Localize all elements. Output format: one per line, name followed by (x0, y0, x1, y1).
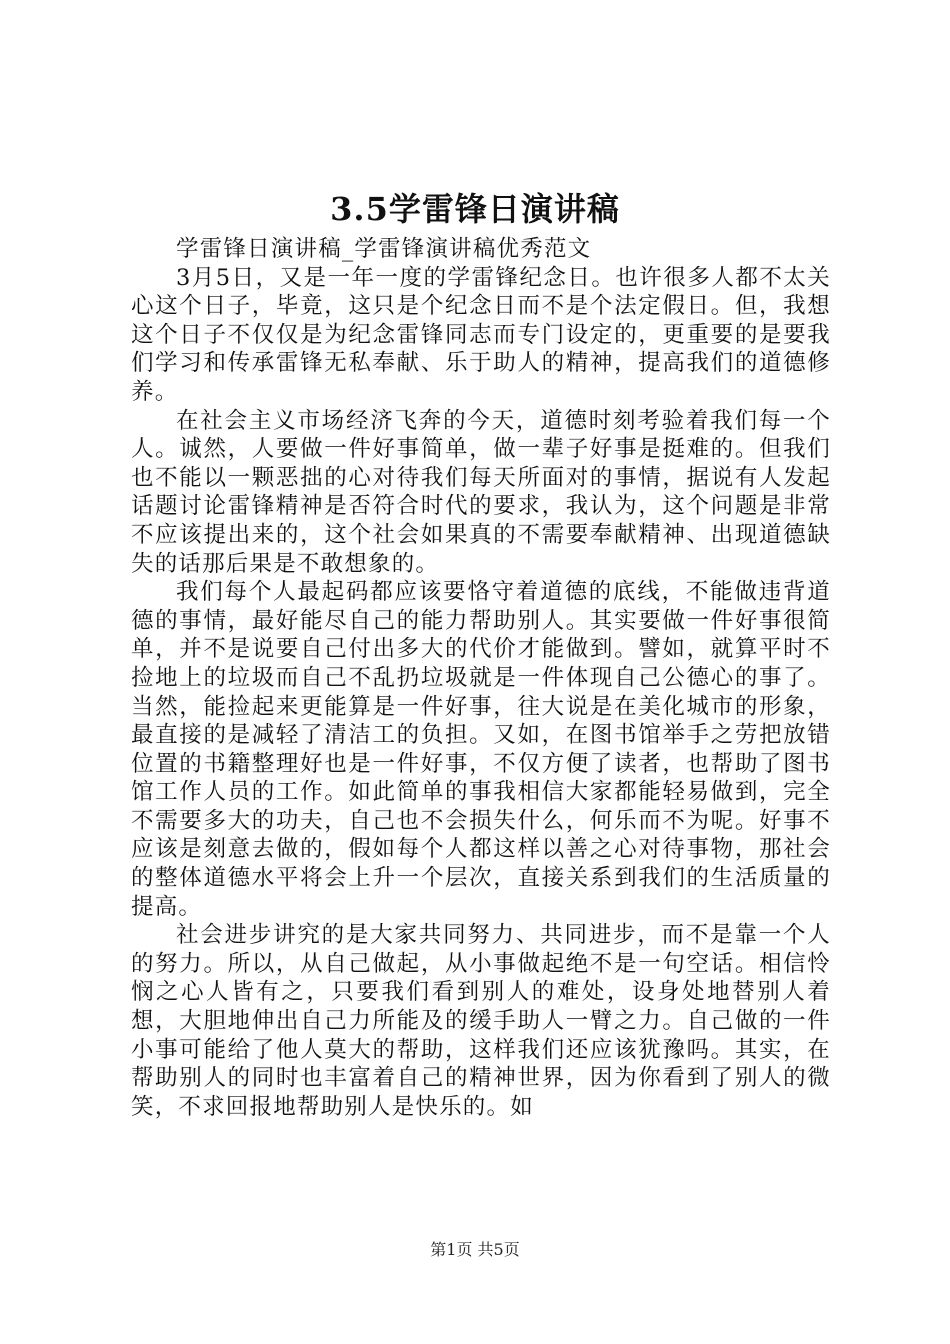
paragraph-2: 在社会主义市场经济飞奔的今天，道德时刻考验着我们每一个人。诚然，人要做一件好事简单，做一辈子好事是挺难的。但我们也不能以一颗恶拙的心对待我们每天所面对的事情，据说有人发起话题讨论雷锋精神是否符合时代的要求，我认为，这个问题是非常不应该提出来的，这个社会如果真的不需要奉献精神、出现道德缺失的话那后果是不敢想象的。 (131, 407, 831, 577)
page-number-footer: 第1页 共5页 (430, 1240, 520, 1259)
paragraph-1: 3月5日，又是一年一度的学雷锋纪念日。也许很多人都不太关心这个日子，毕竟，这只是个纪念日而不是个法定假日。但，我想这个日子不仅仅是为纪念雷锋同志而专门设定的，更重要的是要我们学习和传承雷锋无私奉献、乐于助人的精神，提高我们的道德修养。 (131, 264, 831, 405)
document-subtitle: 学雷锋日演讲稿_学雷锋演讲稿优秀范文 (176, 236, 592, 262)
document-body (131, 235, 831, 1121)
page-title: 3.5学雷锋日演讲稿 (330, 190, 620, 228)
paragraph-3: 我们每个人最起码都应该要恪守着道德的底线，不能做违背道德的事情，最好能尽自己的能力帮助别人。其实要做一件好事很简单，并不是说要自己付出多大的代价才能做到。譬如，就算平时不捡地上的垃圾而自己不乱扔垃圾就是一件体现自己公德心的事了。当然，能捡起来更能算是一件好事，往大说是在美化城市的形象，最直接的是减轻了清洁工的负担。又如，在图书馆举手之劳把放错位置的书籍整理好也是一件好事，不仅方便了读者，也帮助了图书馆工作人员的工作。如此简单的事我相信大家都能轻易做到，完全不需要多大的功夫，自己也不会损失什么，何乐而不为呢。好事不应该是刻意去做的，假如每个人都这样以善之心对待事物，那社会的整体道德水平将会上升一个层次，直接关系到我们的生活质量的提高。 (131, 579, 831, 920)
paragraph-4: 社会进步讲究的是大家共同努力、共同进步，而不是靠一个人的努力。所以，从自己做起，从小事做起绝不是一句空话。相信怜悯之心人皆有之，只要我们看到别人的难处，设身处地替别人着想，大胆地伸出自己力所能及的缓手助人一臂之力。自己做的一件小事可能给了他人莫大的帮助，这样我们还应该犹豫吗。其实，在帮助别人的同时也丰富着自己的精神世界，因为你看到了别人的微笑，不求回报地帮助别人是快乐的。如 (131, 922, 831, 1120)
